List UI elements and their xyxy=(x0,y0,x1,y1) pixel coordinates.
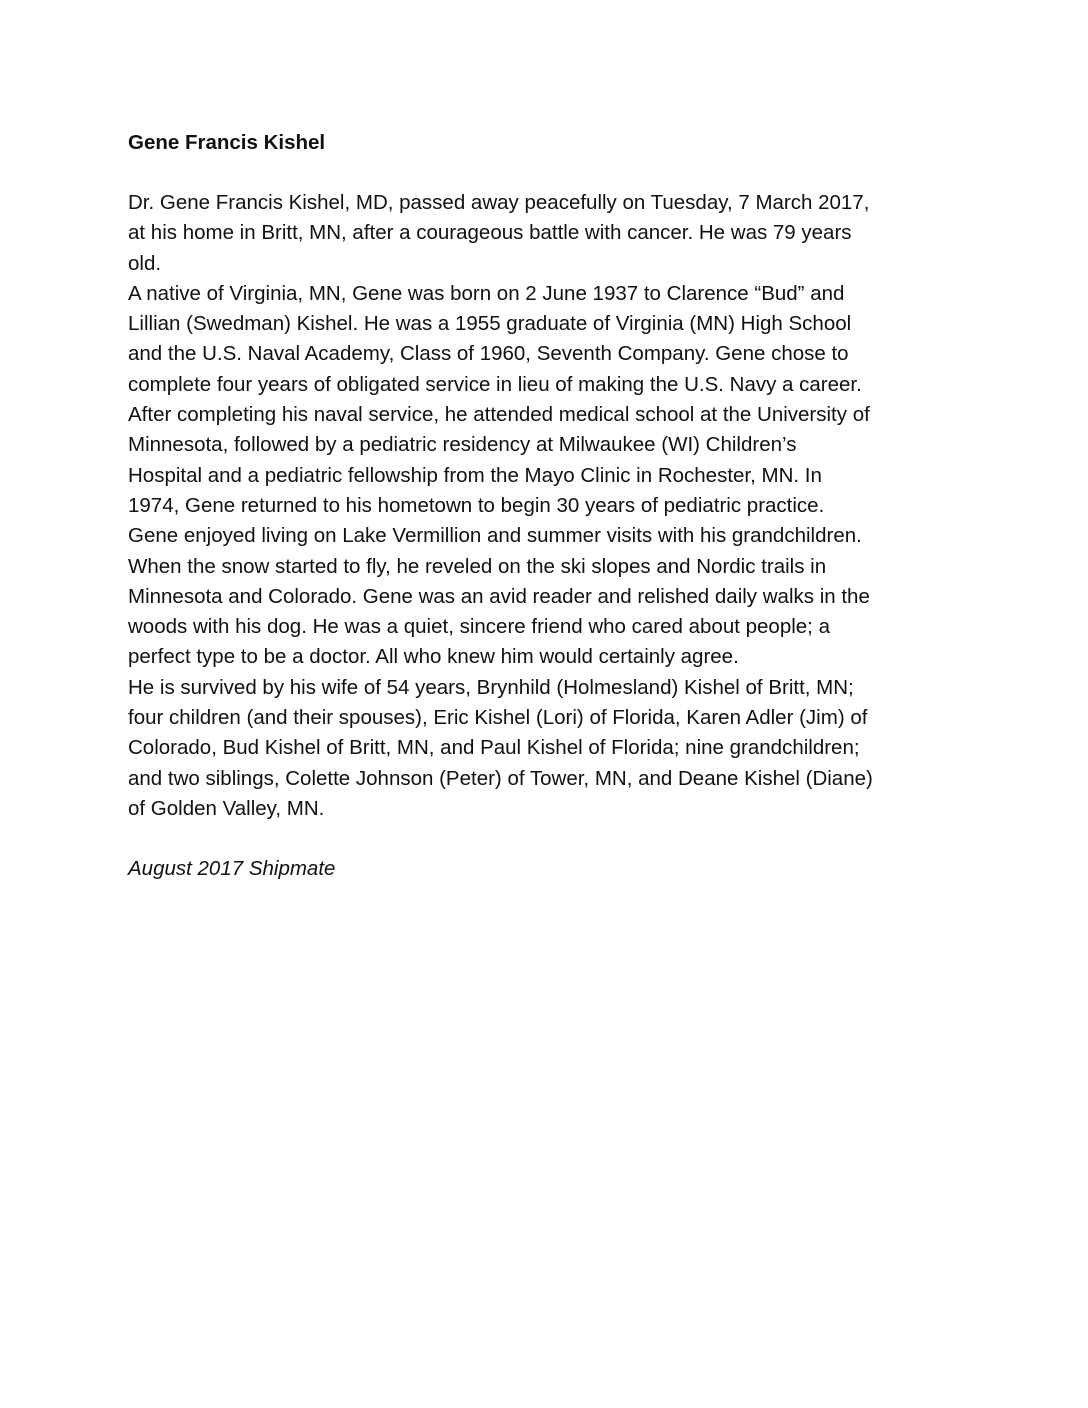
text-line: Gene enjoyed living on Lake Vermillion and summer visits with his grandchildren. xyxy=(128,524,862,548)
text-line: Colorado, Bud Kishel of Britt, MN, and Paul Kishel of Florida; nine grandchildren; xyxy=(128,736,860,760)
text-line: Dr. Gene Francis Kishel, MD, passed away peacefully on Tuesday, 7 March 2017, xyxy=(128,191,870,214)
text-line: old. xyxy=(128,251,162,275)
text-line: After completing his naval service, he attended medical school at the University of xyxy=(128,403,870,427)
document-body xyxy=(128,128,968,885)
text-line: and two siblings, Colette Johnson (Peter) of Tower, MN, and Deane Kishel (Diane) xyxy=(128,766,873,790)
text-line: A native of Virginia, MN, Gene was born on 2 June 1937 to Clarence “Bud” and xyxy=(128,281,845,305)
source-citation: August 2017 Shipmate xyxy=(128,857,336,881)
text-line: Hospital and a pediatric fellowship from the Mayo Clinic in Rochester, MN. In xyxy=(128,463,822,487)
paragraph-biography xyxy=(128,279,968,673)
text-line: He is survived by his wife of 54 years, Brynhild (Holmesland) Kishel of Britt, MN; xyxy=(128,675,854,699)
text-line: perfect type to be a doctor. All who knew him would certainly agree. xyxy=(128,645,739,669)
text-line: Minnesota, followed by a pediatric residency at Milwaukee (WI) Children’s xyxy=(128,433,797,457)
spacer xyxy=(128,158,968,188)
document-title: Gene Francis Kishel xyxy=(128,131,326,154)
spacer xyxy=(128,824,968,854)
paragraph-survivors xyxy=(128,673,968,824)
text-line: Minnesota and Colorado. Gene was an avid reader and relished daily walks in the xyxy=(128,584,870,608)
paragraph-death-notice xyxy=(128,188,968,279)
text-line: 1974, Gene returned to his hometown to begin 30 years of pediatric practice. xyxy=(128,493,825,517)
text-line: and the U.S. Naval Academy, Class of 1960, Seventh Company. Gene chose to xyxy=(128,342,849,366)
text-line: When the snow started to fly, he reveled on the ski slopes and Nordic trails in xyxy=(128,554,827,578)
text-line: Lillian (Swedman) Kishel. He was a 1955 graduate of Virginia (MN) High School xyxy=(128,312,852,336)
text-line: woods with his dog. He was a quiet, sincere friend who cared about people; a xyxy=(128,615,830,639)
text-line: four children (and their spouses), Eric Kishel (Lori) of Florida, Karen Adler (Jim) of xyxy=(128,706,868,730)
text-line: at his home in Britt, MN, after a courageous battle with cancer. He was 79 years xyxy=(128,221,852,245)
text-line: complete four years of obligated service in lieu of making the U.S. Navy a career. xyxy=(128,372,862,396)
text-line: of Golden Valley, MN. xyxy=(128,796,325,820)
